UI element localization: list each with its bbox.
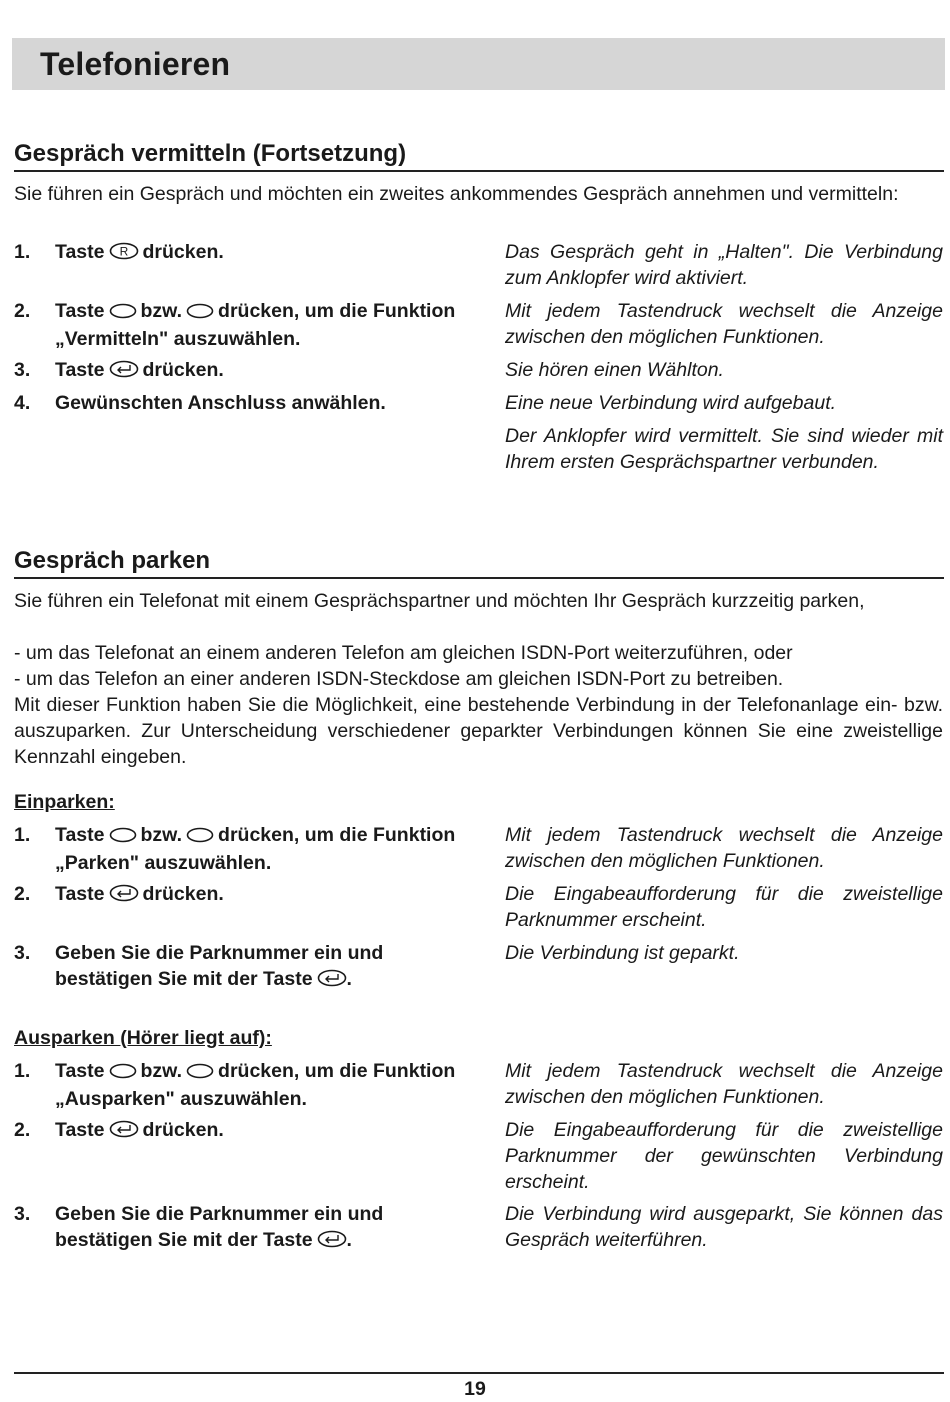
step-text: drücken. (142, 241, 224, 263)
step-text: . (346, 968, 352, 990)
oval-key-icon (109, 300, 137, 326)
s1-step-3 (14, 357, 484, 385)
aus-step-1 (14, 1058, 484, 1112)
step-number: 3. (14, 942, 31, 964)
enter-key-icon (109, 883, 139, 909)
step-number: 2. (14, 300, 31, 322)
oval-key-icon (186, 300, 214, 326)
step-number: 2. (14, 883, 31, 905)
section2-intro-1: Sie führen ein Telefonat mit einem Gesprächspartner und möchten Ihr Gespräch kurzzeitig parken, (14, 590, 865, 612)
step-text: Geben Sie die Parknummer ein und bestätigen Sie mit der Taste (55, 942, 384, 990)
aus-step-2-desc: Die Eingabeaufforderung für die zweistellige Parknummer der gewünschten Verbindung erscheint. (505, 1119, 943, 1193)
step-number: 1. (14, 241, 31, 263)
ein-step-2-desc: Die Eingabeaufforderung für die zweistellige Parknummer erscheint. (505, 883, 943, 931)
enter-key-icon (109, 1119, 139, 1145)
step-text: Taste (55, 1119, 105, 1141)
step-text: bzw. (140, 300, 183, 322)
ein-step-3 (14, 940, 484, 994)
step-text: drücken, um die Funktion „Vermitteln" auszuwählen. (55, 300, 456, 350)
step-text: drücken. (142, 359, 224, 381)
s1-step-2-desc: Mit jedem Tastendruck wechselt die Anzeige zwischen den möglichen Funktionen. (505, 300, 943, 348)
header-banner (12, 38, 945, 90)
aus-step-3 (14, 1201, 484, 1255)
einparken-heading: Einparken: (14, 791, 115, 813)
step-number: 1. (14, 1060, 31, 1082)
svg-text:R: R (119, 244, 128, 259)
s1-step-1-desc: Das Gespräch geht in „Halten". Die Verbindung zum Anklopfer wird aktiviert. (505, 241, 943, 289)
step-number: 3. (14, 1203, 31, 1225)
footer-divider (14, 1372, 944, 1374)
s1-step-4 (14, 390, 484, 416)
step-text: Taste (55, 241, 105, 263)
section2-intro-2: - um das Telefonat an einem anderen Telefon am gleichen ISDN-Port weiterzuführen, oder (14, 642, 793, 664)
step-text: bzw. (140, 824, 183, 846)
s1-extra-desc: Der Anklopfer wird vermittelt. Sie sind wieder mit Ihrem ersten Gesprächspartner verbunden. (505, 425, 943, 473)
aus-step-2 (14, 1117, 484, 1145)
section2-intro-4: Mit dieser Funktion haben Sie die Möglichkeit, eine bestehende Verbindung in der Telefonanlage ein- bzw. auszuparken. Zur Unterscheidung verschiedener geparkter Verbindungen können Sie eine zweistellige Kennzahl eingeben. (14, 694, 943, 768)
step-text: Taste (55, 359, 105, 381)
step-number: 2. (14, 1119, 31, 1141)
ein-step-1 (14, 822, 484, 876)
step-text: Taste (55, 300, 105, 322)
step-number: 4. (14, 392, 31, 414)
section1-intro: Sie führen ein Gespräch und möchten ein zweites ankommendes Gespräch annehmen und vermitteln: (14, 183, 899, 205)
step-text: . (346, 1229, 352, 1251)
step-text: Taste (55, 883, 105, 905)
aus-step-1-desc: Mit jedem Tastendruck wechselt die Anzeige zwischen den möglichen Funktionen. (505, 1060, 943, 1108)
step-text: Taste (55, 824, 105, 846)
section-title-vermitteln: Gespräch vermitteln (Fortsetzung) (14, 139, 944, 172)
s1-step-4-desc: Eine neue Verbindung wird aufgebaut. (505, 392, 837, 414)
s1-step-1 (14, 239, 484, 267)
s1-step-3-desc: Sie hören einen Wählton. (505, 359, 724, 381)
step-text: Gewünschten Anschluss anwählen. (55, 392, 386, 414)
enter-key-icon (317, 968, 347, 994)
oval-key-icon (186, 1060, 214, 1086)
s1-step-2 (14, 298, 484, 352)
enter-key-icon (317, 1229, 347, 1255)
step-text: drücken. (142, 1119, 224, 1141)
oval-key-icon (186, 824, 214, 850)
step-text: drücken, um die Funktion „Parken" auszuwählen. (55, 824, 456, 874)
ein-step-2 (14, 881, 484, 909)
page-title: Telefonieren (40, 46, 231, 82)
page-number: 19 (464, 1378, 486, 1400)
step-text: bzw. (140, 1060, 183, 1082)
enter-key-icon (109, 359, 139, 385)
ein-step-3-desc: Die Verbindung ist geparkt. (505, 942, 740, 964)
ausparken-heading: Ausparken (Hörer liegt auf): (14, 1027, 272, 1049)
oval-key-icon (109, 1060, 137, 1086)
ein-step-1-desc: Mit jedem Tastendruck wechselt die Anzeige zwischen den möglichen Funktionen. (505, 824, 943, 872)
step-text: drücken, um die Funktion „Ausparken" auszuwählen. (55, 1060, 456, 1110)
step-text: Geben Sie die Parknummer ein und bestätigen Sie mit der Taste (55, 1203, 384, 1251)
step-text: drücken. (142, 883, 224, 905)
section-title-parken: Gespräch parken (14, 546, 944, 579)
step-number: 1. (14, 824, 31, 846)
oval-key-icon (109, 824, 137, 850)
step-number: 3. (14, 359, 31, 381)
aus-step-3-desc: Die Verbindung wird ausgeparkt, Sie können das Gespräch weiterführen. (505, 1203, 943, 1251)
section2-intro-3: - um das Telefon an einer anderen ISDN-Steckdose am gleichen ISDN-Port zu betreiben. (14, 668, 784, 690)
step-text: Taste (55, 1060, 105, 1082)
r-key-icon (109, 241, 139, 267)
